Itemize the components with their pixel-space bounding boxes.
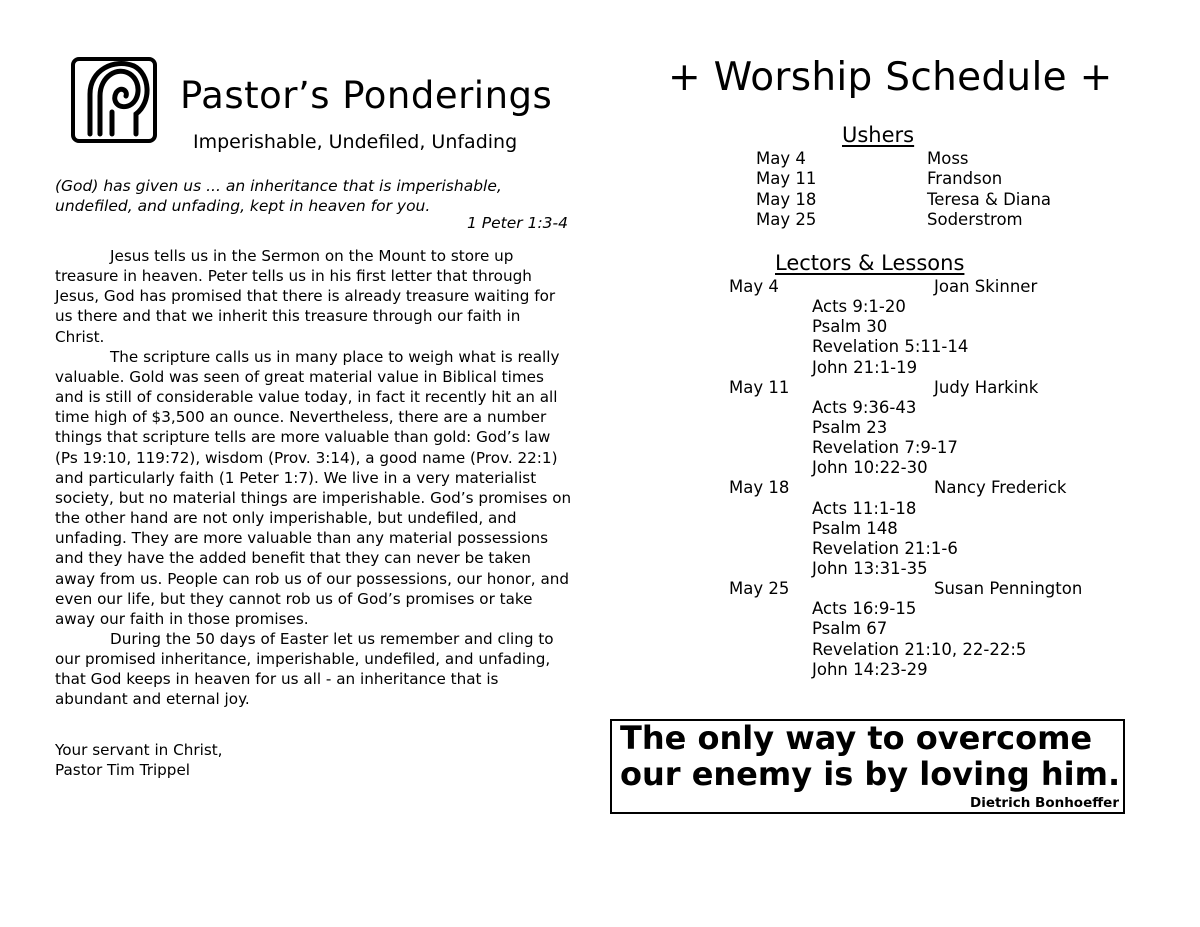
usher-row xyxy=(756,149,1051,169)
article-paragraph: The scripture calls us in many place to weigh what is really valuable. Gold was seen of great material value in Biblical times and is still of considerable value today, in fact it recently hit an all time high of $3,500 an ounce. Nevertheless, there are a number things that scripture tells are more valuable than gold: God’s law (Ps 19:10, 119:72), wisdom (Prov. 3:14), a good name (Prov. 22:1) and particularly faith (1 Peter 1:7). We live in a very materialist society, but no material things are imperishable. God’s promises on the other hand are not only imperishable, but undefiled, and unfading. They are more valuable than any material possessions and they have the added benefit that they can never be taken away from us. People can rob us of our possessions, our honor, and even our life, but they cannot rob us of God’s promises or take away our faith in those promises. xyxy=(55,347,572,628)
quote-author: Dietrich Bonhoeffer xyxy=(969,795,1119,811)
usher-date: May 4 xyxy=(756,149,806,168)
ushers-list xyxy=(756,149,1051,230)
schedule-title: + Worship Schedule + xyxy=(668,55,1113,100)
lector-row xyxy=(729,277,1129,297)
lector-date: May 11 xyxy=(729,377,790,397)
usher-name: Frandson xyxy=(927,169,1003,189)
lectors-list xyxy=(729,277,1129,680)
lesson-item: John 13:31-35 xyxy=(812,558,928,578)
lesson-item: Psalm 30 xyxy=(812,317,888,337)
ushers-heading: Ushers xyxy=(842,123,915,147)
lesson-item: John 10:22-30 xyxy=(812,458,928,478)
page-subtitle: Imperishable, Undefiled, Unfading xyxy=(193,131,518,153)
lector-date: May 25 xyxy=(729,579,790,599)
usher-date: May 18 xyxy=(756,189,817,209)
lesson-item: John 21:1-19 xyxy=(812,357,918,377)
quote-line: The only way to overcome xyxy=(620,719,1093,757)
usher-row xyxy=(756,210,1051,230)
lesson-item: Psalm 148 xyxy=(812,518,898,538)
article-paragraph: During the 50 days of Easter let us remember and cling to our promised inheritance, imperishable, undefiled, and unfading, that God keeps in heaven for us all - an inheritance that is abundant and eternal joy. xyxy=(55,629,554,709)
lesson-item: Acts 11:1-18 xyxy=(812,498,917,518)
article-paragraph: Jesus tells us in the Sermon on the Mount to store up treasure in heaven. Peter tells us in his first letter that through Jesus, God has promised that there is already treasure waiting for us there and that we inherit this treasure through our faith in Christ. xyxy=(55,247,556,346)
quote-line: our enemy is by loving him. xyxy=(620,755,1121,793)
lesson-item: Acts 16:9-15 xyxy=(812,599,917,619)
lector-row xyxy=(729,579,1129,599)
lector-row xyxy=(729,378,1129,398)
lesson-item: Revelation 21:10, 22-22:5 xyxy=(812,639,1027,659)
signoff xyxy=(55,740,223,780)
signoff-name: Pastor Tim Trippel xyxy=(55,761,191,779)
lesson-item: Revelation 7:9-17 xyxy=(812,438,958,458)
lector-reader: Joan Skinner xyxy=(934,277,1038,296)
signoff-closing: Your servant in Christ, xyxy=(55,741,223,759)
lector-reader: Susan Pennington xyxy=(934,579,1083,599)
usher-name: Moss xyxy=(927,149,969,168)
shepherd-crook-swirl-icon xyxy=(70,56,158,144)
lectors-heading: Lectors & Lessons xyxy=(775,251,965,275)
usher-row xyxy=(756,190,1051,210)
usher-row xyxy=(756,169,1051,189)
page-title: Pastor’s Ponderings xyxy=(180,74,553,117)
usher-date: May 25 xyxy=(756,209,817,229)
usher-name: Teresa & Diana xyxy=(927,189,1052,209)
lector-date: May 18 xyxy=(729,478,790,498)
usher-name: Soderstrom xyxy=(927,209,1023,229)
epigraph-quote: (God) has given us ... an inheritance that is imperishable, undefiled, and unfading, kept in heaven for you. xyxy=(55,177,502,215)
usher-date: May 11 xyxy=(756,169,817,189)
lector-reader: Judy Harkink xyxy=(934,377,1039,397)
lesson-item: Psalm 67 xyxy=(812,619,888,639)
lector-row xyxy=(729,478,1129,498)
lesson-item: Acts 9:1-20 xyxy=(812,297,906,317)
lesson-item: Revelation 5:11-14 xyxy=(812,337,969,357)
article-body xyxy=(55,246,573,710)
lector-reader: Nancy Frederick xyxy=(934,478,1067,498)
epigraph-reference: 1 Peter 1:3-4 xyxy=(467,214,568,232)
lector-date: May 4 xyxy=(729,277,779,296)
lesson-item: Psalm 23 xyxy=(812,417,888,437)
lesson-item: Acts 9:36-43 xyxy=(812,397,917,417)
quote-text xyxy=(620,720,1120,792)
lesson-item: Revelation 21:1-6 xyxy=(812,538,958,558)
lesson-item: John 14:23-29 xyxy=(812,659,928,679)
